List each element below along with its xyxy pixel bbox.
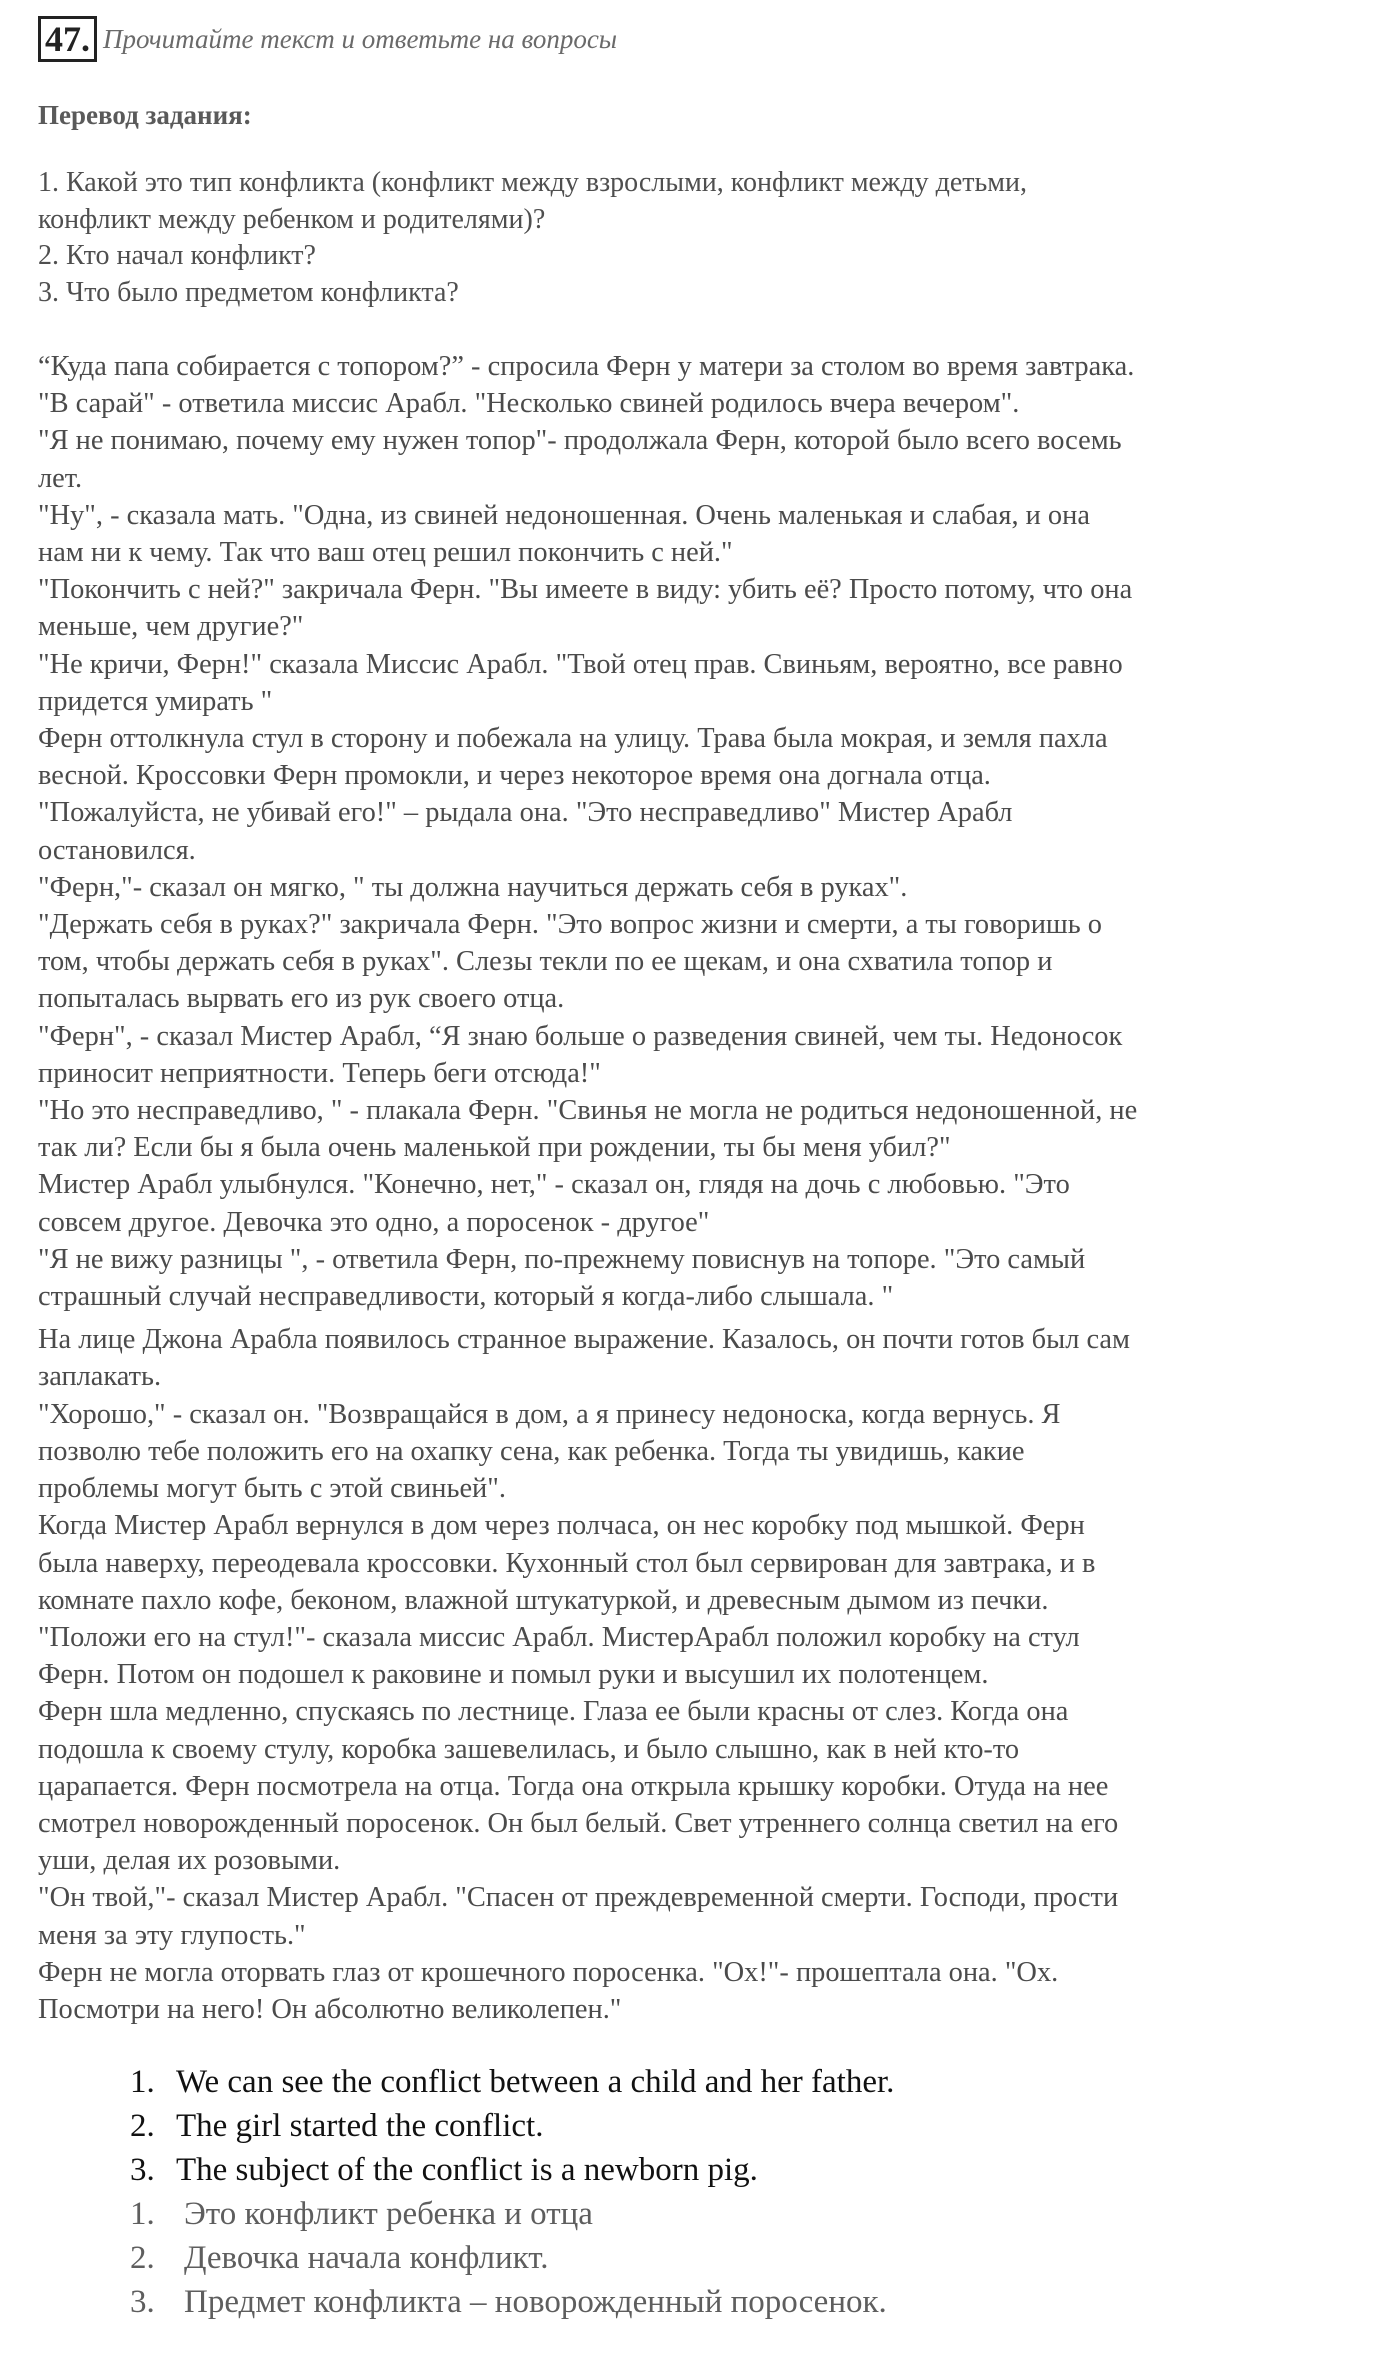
story-line: “Куда папа собирается с топором?” - спросила Ферн у матери за столом во время завтрака. [38,351,1135,382]
answer-en [130,2148,1368,2192]
story-line: была наверху, переодевала кроссовки. Кухонный стол был сервирован для завтрака, и в [38,1547,1096,1579]
story-line: Ферн не могла оторвать глаз от крошечного поросенка. "Ох!"- прошептала она. "Ох. [38,1956,1059,1988]
story-line: приносит неприятности. Теперь беги отсюда!" [38,1057,601,1089]
story-line: Посмотри на него! Он абсолютно великолепен." [38,1993,622,2025]
story-line: "Я не понимаю, почему ему нужен топор"- продолжала Ферн, которой было всего восемь [38,425,1122,457]
question-line: конфликт между ребенком и родителями)? [38,203,546,235]
document-page [38,14,1368,2324]
answer-en [130,2060,1368,2104]
story-line: царапается. Ферн посмотрела на отца. Тогда она открыла крышку коробки. Отуда на нее [38,1770,1109,1802]
story-text [38,348,1368,2028]
story-line: Мистер Арабл улыбнулся. "Конечно, нет," - сказал он, глядя на дочь с любовью. "Это [38,1169,1070,1201]
answer-en [130,2104,1368,2148]
story-line: Ферн оттолкнула стул в сторону и побежала на улицу. Трава была мокрая, и земля пахла [38,723,1108,755]
story-line: "Пожалуйста, не убивай его!" – рыдала она. "Это несправедливо" Мистер Арабл [38,797,1013,829]
question-line: 1. Какой это тип конфликта (конфликт между взрослыми, конфликт между детьми, [38,167,1027,198]
story-line: меньше, чем другие?" [38,611,304,643]
story-line: совсем другое. Девочка это одно, а поросенок - другое" [38,1206,710,1238]
question-line: 2. Кто начал конфликт? [38,240,316,271]
story-line: "Ферн,"- сказал он мягко, " ты должна научиться держать себя в руках". [38,871,908,903]
story-line: "Ну", - сказала мать. "Одна, из свиней недоношенная. Очень маленькая и слабая, и она [38,499,1090,531]
answer-number: 3. [130,2152,155,2189]
answer-ru [130,2236,1368,2280]
answer-number: 3. [130,2284,155,2321]
story-line: заплакать. [38,1361,162,1393]
answer-ru [130,2192,1368,2236]
questions-list [38,165,1368,311]
exercise-number: 47. [38,16,97,62]
answer-text: We can see the conflict between a child and her father. [176,2064,895,2101]
answer-text: Девочка начала конфликт. [184,2240,549,2277]
story-line: лет. [38,462,83,494]
story-line: "Я не вижу разницы ", - ответила Ферн, по-прежнему повиснув на топоре. "Это самый [38,1243,1086,1275]
story-line: На лице Джона Арабла появилось странное выражение. Казалось, он почти готов был сам [38,1324,1130,1356]
story-line: "Хорошо," - сказал он. "Возвращайся в дом, а я принесу недоноска, когда вернусь. Я [38,1398,1061,1430]
section-label: Перевод задания: [38,100,252,130]
story-line: попыталась вырвать его из рук своего отца. [38,983,565,1015]
story-line: "Ферн", - сказал Мистер Арабл, “Я знаю больше о разведения свиней, чем ты. Недоносок [38,1020,1123,1052]
story-line: проблемы могут быть с этой свиньей". [38,1473,506,1505]
answer-number: 2. [130,2108,155,2145]
story-line: меня за эту глупость." [38,1919,306,1951]
story-line: позволю тебе положить его на охапку сена, как ребенка. Тогда ты увидишь, какие [38,1435,1025,1467]
story-line: том, чтобы держать себя в руках". Слезы текли по ее щекам, и она схватила топор и [38,946,1053,978]
story-line: весной. Кроссовки Ферн промокли, и через некоторое время она догнала отца. [38,760,991,792]
story-line: "В сарай" - ответила миссис Арабл. "Несколько свиней родилось вчера вечером". [38,388,1020,420]
answer-ru [130,2280,1368,2324]
answer-text: Это конфликт ребенка и отца [184,2196,593,2233]
story-line: Когда Мистер Арабл вернулся в дом через полчаса, он нес коробку под мышкой. Ферн [38,1510,1085,1542]
story-line: "Не кричи, Ферн!" сказала Миссис Арабл. "Твой отец прав. Свиньям, вероятно, все равно [38,648,1123,680]
story-line: Ферн шла медленно, спускаясь по лестнице. Глаза ее были красны от слез. Когда она [38,1696,1069,1728]
answer-number: 2. [130,2240,155,2277]
question-line: 3. Что было предметом конфликта? [38,276,459,308]
answer-number: 1. [130,2064,155,2101]
story-line: "Положи его на стул!"- сказала миссис Арабл. МистерАрабл положил коробку на стул [38,1621,1080,1653]
story-line: нам ни к чему. Так что ваш отец решил покончить с ней." [38,537,733,569]
story-line: "Держать себя в руках?" закричала Ферн. "Это вопрос жизни и смерти, а ты говоришь о [38,909,1102,941]
story-line: Ферн. Потом он подошел к раковине и помыл руки и высушил их полотенцем. [38,1659,989,1691]
story-line: так ли? Если бы я была очень маленькой при рождении, ты бы меня убил?" [38,1132,951,1164]
answer-text: The subject of the conflict is a newborn pig. [176,2152,758,2189]
exercise-title: Прочитайте текст и ответьте на вопросы [103,23,618,54]
answer-text: Предмет конфликта – новорожденный поросенок. [184,2284,887,2321]
exercise-header [38,14,1368,64]
answer-number: 1. [130,2196,155,2233]
story-line: страшный случай несправедливости, который я когда-либо слышала. " [38,1281,894,1313]
answers-list [130,2060,1368,2324]
story-line: "Покончить с ней?" закричала Ферн. "Вы имеете в виду: убить её? Просто потому, что она [38,574,1133,606]
story-line: уши, делая их розовыми. [38,1845,341,1877]
story-line: "Но это несправедливо, " - плакала Ферн. "Свинья не могла не родиться недоношенной, не [38,1095,1138,1127]
story-line: подошла к своему стулу, коробка зашевелилась, и было слышно, как в ней кто-то [38,1733,1020,1765]
story-line: комнате пахло кофе, беконом, влажной штукатуркой, и древесным дымом из печки. [38,1584,1049,1616]
story-line: придется умирать " [38,685,273,717]
story-line: "Он твой,"- сказал Мистер Арабл. "Спасен от преждевременной смерти. Господи, прости [38,1882,1119,1914]
answer-text: The girl started the conflict. [176,2108,544,2145]
story-line: смотрел новорожденный поросенок. Он был белый. Свет утреннего солнца светил на его [38,1807,1119,1839]
story-line: остановился. [38,834,196,866]
